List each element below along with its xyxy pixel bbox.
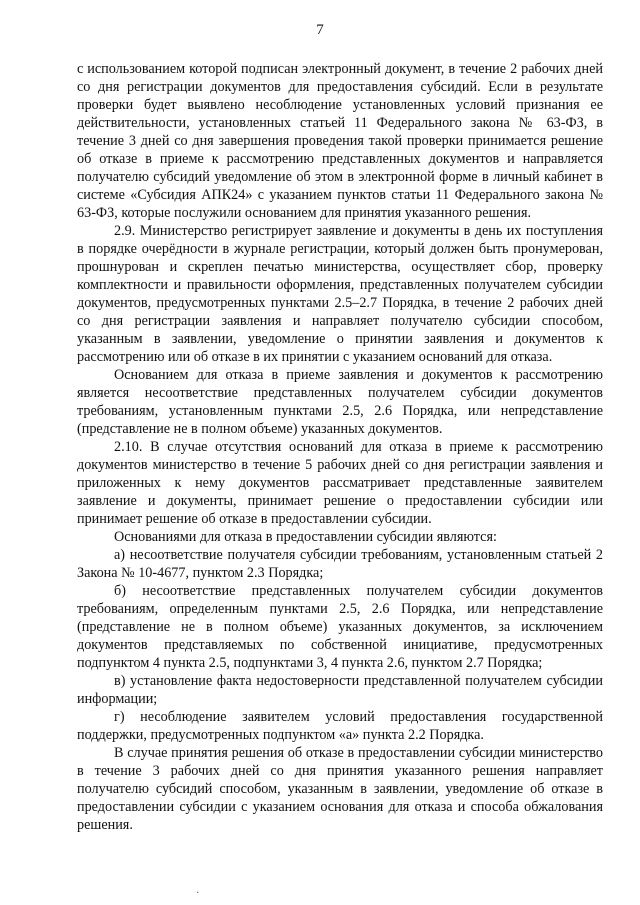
list-item-v: в) установление факта недостоверности представленной получателем субсидии информации; <box>77 673 603 707</box>
scan-mark: · <box>196 888 200 899</box>
paragraph-refusal-grounds-heading: Основаниями для отказа в предоставлении субсидии являются: <box>114 529 497 545</box>
page-number: 7 <box>316 22 324 38</box>
list-item-g: г) несоблюдение заявителем условий предоставления государственной поддержки, предусмотренных подпунктом «а» пункта 2.2 Порядка. <box>77 709 603 743</box>
paragraph-2-9: 2.9. Министерство регистрирует заявление и документы в день их поступления в порядке очерёдности в журнале регистрации, который должен быть пронумерован, прошнурован и скреплен печатью министерства, осуществляет сбор, проверку комплектности и правильности оформления, представленных получателем субсидии документов, предусмотренных пунктами 2.5–2.7 Порядка, в течение 2 рабочих дней со дня регистрации заявления и направляет получателю субсидии способом, указанным в заявлении, уведомление о принятии заявления и документов к рассмотрению или об отказе в их принятии с указанием оснований для отказа. <box>77 223 603 365</box>
paragraph-continuation: с использованием которой подписан электронный документ, в течение 2 рабочих дней со дня регистрации документов для предоставления субсидий. Если в результате проверки будет выявлено несоблюдение установленных условий признания ее действительности, установленных статьей 11 Федерального закона № 63-ФЗ, в течение 3 дней со дня завершения проведения такой проверки принимается решение об отказе в приеме к рассмотрению представленных документов и направляется получателю субсидий уведомление об этом в электронной форме в личный кабинет в системе «Субсидия АПК24» с указанием пунктов статьи 11 Федерального закона № 63-ФЗ, которые послужили основанием для принятия указанного решения. <box>77 61 603 221</box>
document-body <box>77 60 603 834</box>
list-item-b: б) несоответствие представленных получателем субсидии документов требованиям, определенным пунктами 2.5, 2.6 Порядка, или непредставление (представление не в полном объеме) указанных документов, за исключением документов представляемых по собственной инициативе, предусмотренных подпунктом 4 пункта 2.5, подпунктами 3, 4 пункта 2.6, пунктом 2.7 Порядка; <box>77 583 603 671</box>
paragraph-refusal-basis: Основанием для отказа в приеме заявления и документов к рассмотрению является несоответствие представленных получателем субсидии документов требованиям, установленным пунктами 2.5, 2.6 Порядка, или непредставление (представление не в полном объеме) указанных документов. <box>77 367 603 437</box>
paragraph-refusal-notice: В случае принятия решения об отказе в предоставлении субсидии министерство в течение 3 рабочих дней со дня принятия указанного решения направляет получателю субсидий способом, указанным в заявлении, уведомление об отказе в предоставлении субсидии с указанием основания для отказа и способа обжалования решения. <box>77 745 603 833</box>
paragraph-2-10: 2.10. В случае отсутствия оснований для отказа в приеме к рассмотрению документов министерство в течение 5 рабочих дней со дня регистрации заявления и приложенных к нему документов рассматривает представленные заявителем заявление и документы, принимает решение о предоставлении субсидии или принимает решение об отказе в предоставлении субсидии. <box>77 439 603 527</box>
list-item-a: а) несоответствие получателя субсидии требованиям, установленным статьей 2 Закона № 10-4677, пунктом 2.3 Порядка; <box>77 547 603 581</box>
